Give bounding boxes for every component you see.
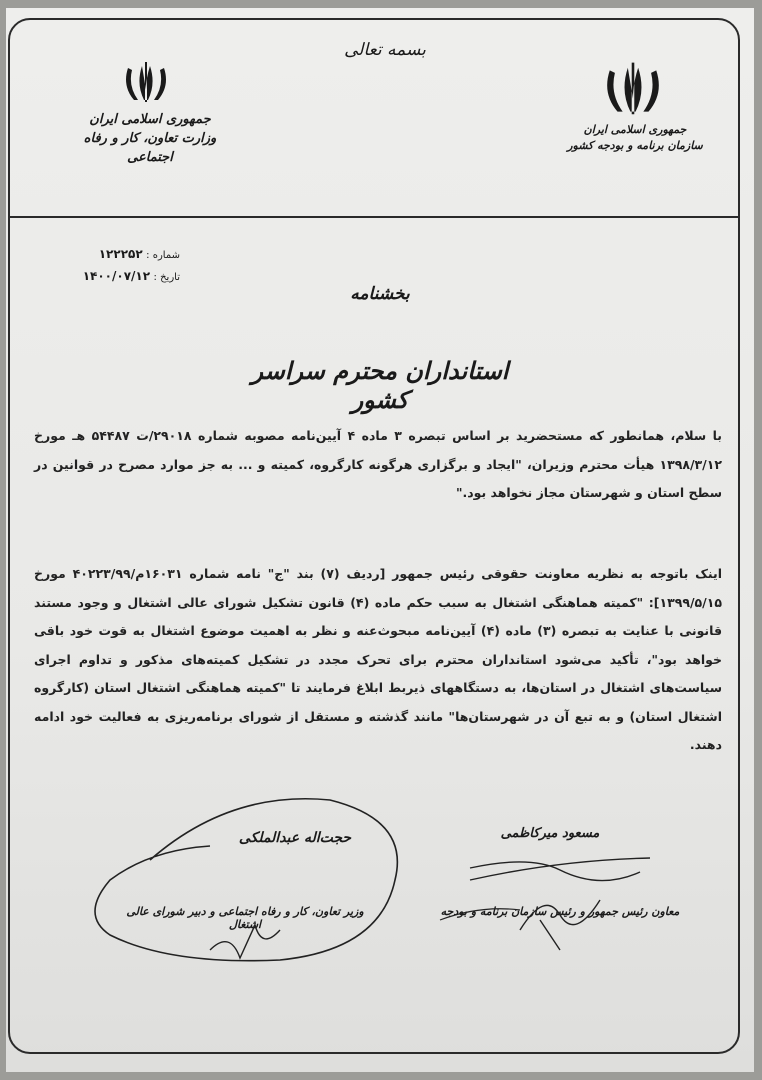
body-paragraph: با سلام، همانطور که مستحضرید بر اساس تبصره ۳ ماده ۴ آیین‌نامه مصوبه شماره ۲۹۰۱۸/ت ۵۴۴۸۷ هـ مورخ ۱۳۹۸/۳/۱۲ هیأت محترم وزیران، "ایجاد و برگزاری هرگونه کارگروه، کمیته و ... به جز موارد مصرح در قوانین در سطح استان و شهرستان مجاز نخواهد بود." <box>34 428 722 500</box>
letter-date: تاریخ : ۱۴۰۰/۰۷/۱۲ <box>82 269 180 283</box>
signer-name: مسعود میرکاظمی <box>500 826 600 841</box>
letter-number: شماره : ۱۲۲۲۵۲ <box>98 247 180 261</box>
budget-organization-header: جمهوری اسلامی ایران سازمان برنامه و بودجه کشور <box>567 123 703 152</box>
signer-title: معاون رئیس جمهور و رئیس سازمان برنامه و بودجه <box>440 905 680 918</box>
body-paragraph: اینک باتوجه به نظریه معاونت حقوقی رئیس جمهور [ردیف (۷) بند "ج" نامه شماره ۱۶۰۳۱م/۴۰۲۲۳/۹۹ مورخ ۱۳۹۹/۵/۱۵]: "کمیته هماهنگی اشتغال به سبب حکم ماده (۴) قانون تشکیل شورای عالی اشتغال و وجود مستند قانونی با عنایت به تبصره (۳) ماده (۴) آیین‌نامه مبحوث‌عنه و نظر به اهمیت موضوع اشتغال به قوت خود باقی خواهد بود"، تأکید می‌شود استانداران محترم برای تحرک مجدد در تشکیل کمیته‌های مذکور و تداوم اجرای سیاست‌های اشتغال در استان‌ها، به دستگاههای ذیربط ابلاغ فرمایند تا "کمیته هماهنگی اشتغال استان (کارگروه اشتغال استان) و به تبع آن در شهرستان‌ها" مانند گذشته و مستقل از شورای برنامه‌ریزی به فعالیت خود ادامه دهند. <box>34 566 723 752</box>
bismillah-text: بسمه تعالی <box>344 40 426 60</box>
signer-name: حجت‌اله عبدالملکی <box>238 830 352 846</box>
ministry-header: جمهوری اسلامی ایران وزارت تعاون، کار و رفاه اجتماعی <box>83 112 217 165</box>
signer-title: وزیر تعاون، کار و رفاه اجتماعی و دبیر شورای عالی اشتغال <box>126 905 364 931</box>
document-type: بخشنامه <box>350 284 410 304</box>
addressee-line: استانداران محترم سراسر کشور <box>251 356 509 414</box>
